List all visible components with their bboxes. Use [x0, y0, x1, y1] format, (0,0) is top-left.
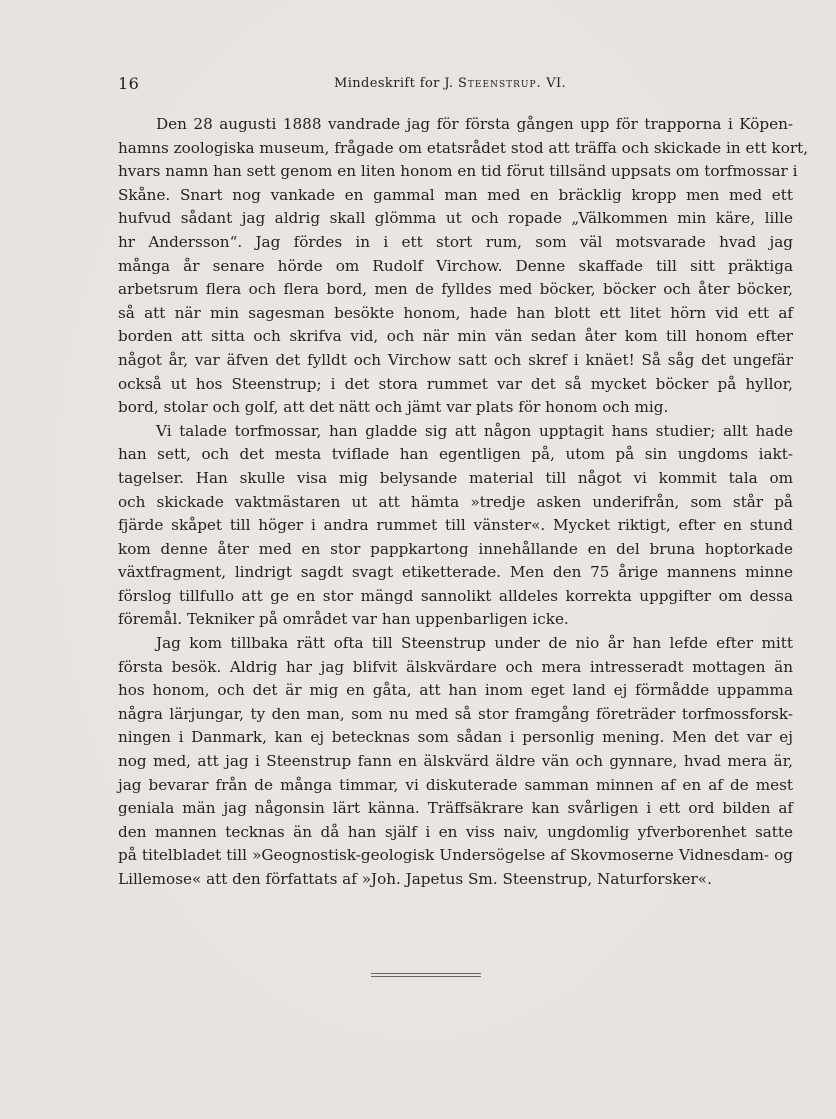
text-line: hamns zoologiska museum, frågade om etatsrådet stod att träffa och skickade in ett kort,	[118, 138, 809, 157]
page-header	[118, 74, 793, 96]
text-line: hufvud sådant jag aldrig skall glömma ut och ropade „Välkommen min käre, lille	[118, 209, 793, 228]
text-line: några lärjungar, ty den man, som nu med så stor framgång företräder torfmossforsk-	[118, 704, 793, 723]
text-line: föremål. Tekniker på området var han uppenbarligen icke.	[118, 610, 569, 629]
running-head	[334, 76, 566, 91]
end-rule	[371, 973, 481, 974]
text-line: växtfragment, lindrigt sagdt svagt etiketterade. Men den 75 årige mannens minne	[118, 563, 793, 582]
text-line: Vi talade torfmossar, han gladde sig att någon upptagit hans studier; allt hade	[156, 421, 793, 440]
text-line: jag bevarar från de många timmar, vi diskuterade samman minnen af en af de mest	[118, 775, 793, 794]
text-line: tagelser. Han skulle visa mig belysande material till något vi kommit tala om	[118, 468, 793, 487]
text-line: nog med, att jag i Steenstrup fann en älskvärd äldre vän och gynnare, hvad mera är,	[118, 752, 793, 771]
text-line: förslog tillfullo att ge en stor mängd sannolikt alldeles korrekta uppgifter om dessa	[118, 586, 793, 605]
text-line: också ut hos Steenstrup; i det stora rummet var det så mycket böcker på hyllor,	[118, 374, 793, 393]
text-line: arbetsrum flera och flera bord, men de fylldes med böcker, böcker och åter böcker,	[118, 280, 793, 299]
running-head-name: Steenstrup.	[458, 76, 542, 91]
text-line: geniala män jag någonsin lärt känna. Träffsäkrare kan svårligen i ett ord bilden af	[118, 799, 793, 818]
text-line: fjärde skåpet till höger i andra rummet till vänster«. Mycket riktigt, efter en stund	[118, 516, 793, 535]
text-line: hvars namn han sett genom en liten honom en tid förut tillsänd uppsats om torfmossar i	[118, 162, 798, 181]
text-line: på titelbladet till »Geognostisk-geologisk Undersögelse af Skovmoserne Vidnesdam- og	[118, 846, 793, 865]
running-head-prefix: Mindeskrift for J.	[334, 76, 454, 91]
text-line: något år, var äfven det fylldt och Virchow satt och skref i knäet! Så såg det ungefär	[118, 350, 793, 369]
running-head-suffix: VI.	[546, 76, 567, 91]
text-line: och skickade vaktmästaren ut att hämta »tredje asken underifrån, som står på	[118, 492, 793, 511]
text-line: Jag kom tillbaka rätt ofta till Steenstrup under de nio år han lefde efter mitt	[156, 634, 793, 653]
text-line: den mannen tecknas än då han själf i en viss naiv, ungdomlig yfverborenhet satte	[118, 822, 793, 841]
body-text	[118, 113, 809, 892]
text-line: han sett, och det mesta tviflade han egentligen på, utom på sin ungdoms iakt-	[118, 445, 793, 464]
end-rule	[371, 976, 481, 977]
text-line: många år senare hörde om Rudolf Virchow. Denne skaffade till sitt präktiga	[118, 256, 793, 275]
text-line: borden att sitta och skrifva vid, och när min vän sedan åter kom till honom efter	[118, 327, 793, 346]
text-line: första besök. Aldrig har jag blifvit älskvärdare och mera intresseradt mottagen än	[118, 657, 793, 676]
text-line: hos honom, och det är mig en gåta, att han inom eget land ej förmådde uppamma	[118, 681, 793, 700]
text-line: ningen i Danmark, kan ej betecknas som sådan i personlig mening. Men det var ej	[118, 728, 793, 747]
text-line: så att när min sagesman besökte honom, hade han blott ett litet hörn vid ett af	[118, 303, 793, 322]
text-line: Den 28 augusti 1888 vandrade jag för första gången upp för trapporna i Köpen-	[156, 115, 793, 133]
text-line: hr Andersson“. Jag fördes in i ett stort rum, som väl motsvarade hvad jag	[118, 232, 793, 251]
text-line: bord, stolar och golf, att det nätt och jämt var plats för honom och mig.	[118, 398, 669, 417]
text-line: kom denne åter med en stor pappkartong innehållande en del bruna hoptorkade	[118, 539, 793, 558]
text-line: Lillemose« att den författats af »Joh. Japetus Sm. Steenstrup, Naturforsker«.	[118, 870, 712, 888]
page-number: 16	[118, 74, 140, 93]
text-line: Skåne. Snart nog vankade en gammal man med en bräcklig kropp men med ett	[118, 185, 793, 204]
